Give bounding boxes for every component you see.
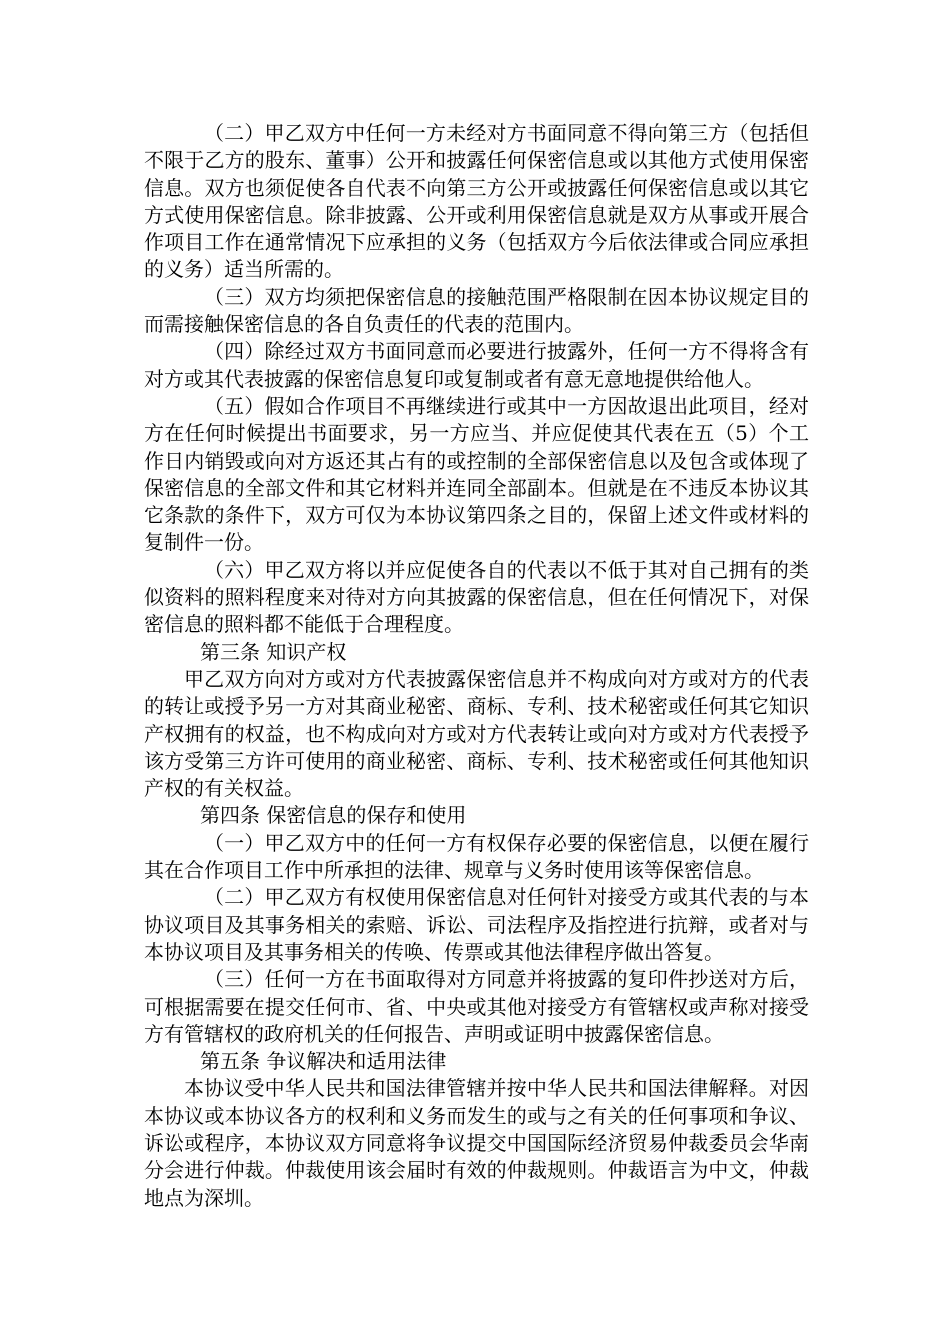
clause-2-item-4: （四）除经过双方书面同意而必要进行披露外，任何一方不得将含有对方或其代表披露的保密信息复印或复制或者有意无意地提供给他人。	[144, 339, 809, 391]
clause-2-item-6: （六）甲乙双方将以并应促使各自的代表以不低于其对自己拥有的类似资料的照料程度来对待对方向其披露的保密信息，但在任何情况下，对保密信息的照料都不能低于合理程度。	[144, 557, 809, 637]
article-4-heading: 第四条 保密信息的保存和使用	[200, 803, 467, 828]
clause-2-item-2: （二）甲乙双方中任何一方未经对方书面同意不得向第三方（包括但不限于乙方的股东、董事）公开和披露任何保密信息或以其他方式使用保密信息。双方也须促使各自代表不向第三方公开或披露任何保密信息或以其它方式使用保密信息。除非披露、公开或利用保密信息就是双方从事或开展合作项目工作在通常情况下应承担的义务（包括双方今后依法律或合同应承担的义务）适当所需的。	[144, 121, 809, 282]
document-page	[144, 120, 809, 1212]
article-4-item-2: （二）甲乙双方有权使用保密信息对任何针对接受方或其代表的与本协议项目及其事务相关的索赔、诉讼、司法程序及指控进行抗辩，或者对与本协议项目及其事务相关的传唤、传票或其他法律程序做出答复。	[144, 885, 809, 964]
article-4-item-3: （三）任何一方在书面取得对方同意并将披露的复印件抄送对方后，可根据需要在提交任何市、省、中央或其他对接受方有管辖权或声称对接受方有管辖权的政府机关的任何报告、声明或证明中披露保密信息。	[144, 967, 809, 1046]
clause-2-item-3: （三）双方均须把保密信息的接触范围严格限制在因本协议规定目的而需接触保密信息的各自负责任的代表的范围内。	[144, 284, 809, 337]
article-5-body: 本协议受中华人民共和国法律管辖并按中华人民共和国法律解释。对因本协议或本协议各方的权利和义务而发生的或与之有关的任何事项和争议、诉讼或程序，本协议双方同意将争议提交中国国际经济贸易仲裁委员会华南分会进行仲裁。仲裁使用该会届时有效的仲裁规则。仲裁语言为中文，仲裁地点为深圳。	[144, 1076, 809, 1210]
article-3-body: 甲乙双方向对方或对方代表披露保密信息并不构成向对方或对方的代表的转让或授予另一方对其商业秘密、商标、专利、技术秘密或任何其它知识产权拥有的权益，也不构成向对方或对方代表转让或向对方或对方代表授予该方受第三方许可使用的商业秘密、商标、专利、技术秘密或任何其他知识产权的有关权益。	[144, 666, 809, 801]
article-3-heading: 第三条 知识产权	[200, 639, 347, 664]
article-5-heading: 第五条 争议解决和适用法律	[200, 1049, 447, 1074]
clause-2-item-5: （五）假如合作项目不再继续进行或其中一方因故退出此项目，经对方在任何时候提出书面要求，另一方应当、并应促使其代表在五（5）个工作日内销毁或向对方返还其占有的或控制的全部保密信息以及包含或体现了保密信息的全部文件和其它材料并连同全部副本。但就是在不违反本协议其它条款的条件下，双方可仅为本协议第四条之目的，保留上述文件或材料的复制件一份。	[144, 393, 809, 555]
article-4-item-1: （一）甲乙双方中的任何一方有权保存必要的保密信息，以便在履行其在合作项目工作中所承担的法律、规章与义务时使用该等保密信息。	[144, 830, 809, 883]
